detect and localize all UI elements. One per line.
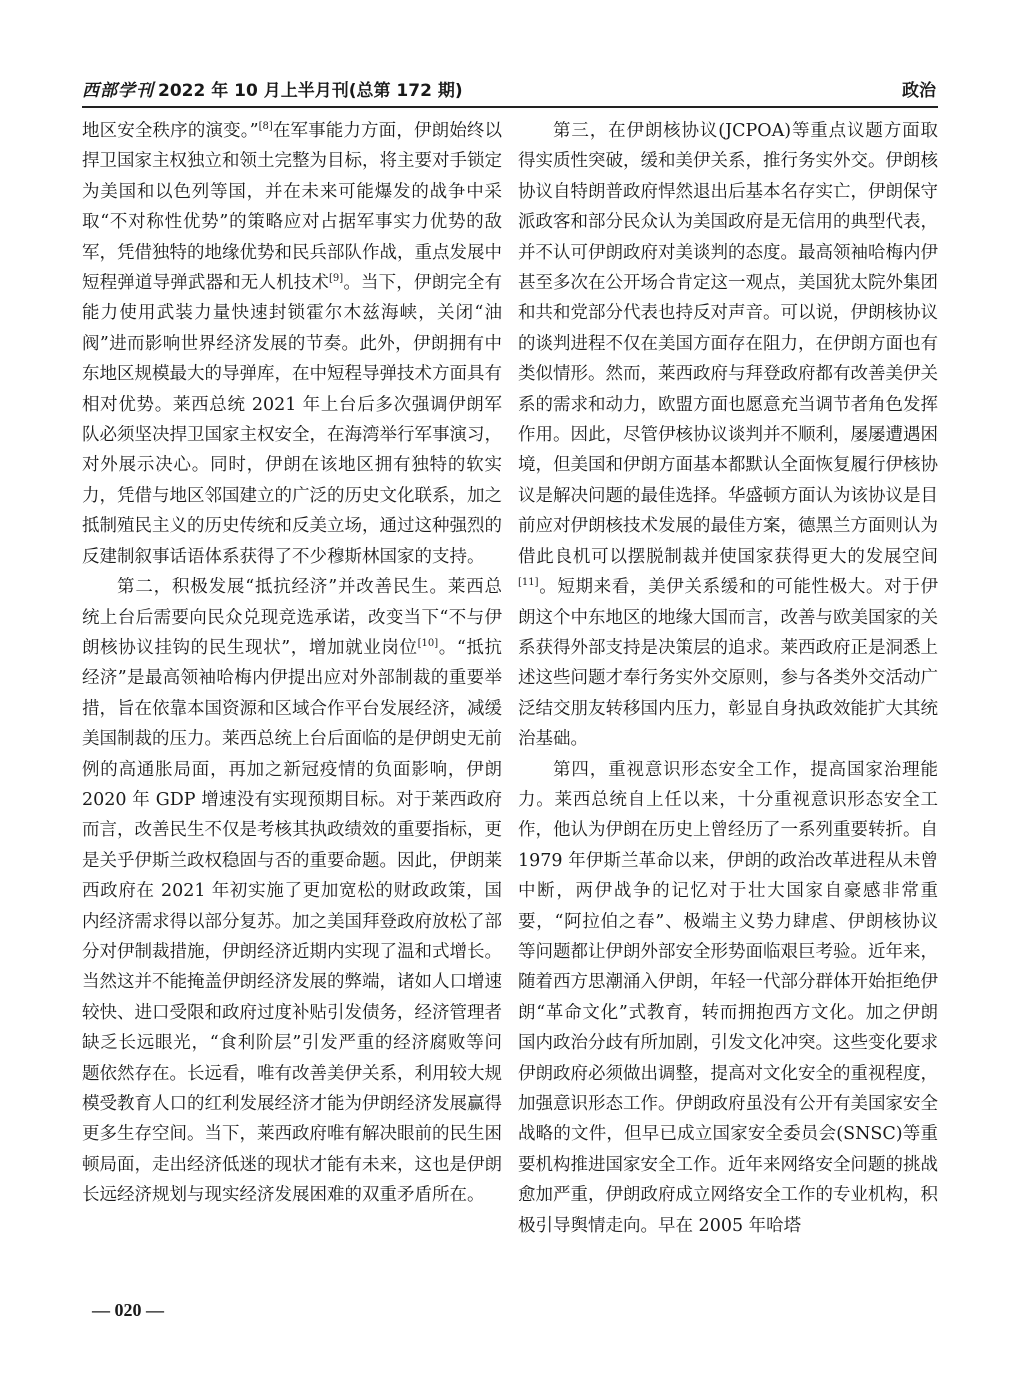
running-header (82, 70, 938, 108)
issue-info: 2022 年 10 月上半月刊(总第 172 期) (158, 81, 463, 101)
citation-ref[interactable]: [10] (417, 638, 439, 650)
citation-ref[interactable]: [8] (258, 121, 273, 133)
left-column (82, 116, 502, 1306)
paragraph: 地区安全秩序的演变。”[8]在军事能力方面，伊朗始终以捍卫国家主权独立和领土完整为目标，将主要对手锁定为美国和以色列等国，并在未来可能爆发的战争中采取“不对称性优势”的策略应对占据军事实力优势的敌军，凭借独特的地缘优势和民兵部队作战，重点发展中短程弹道导弹武器和无人机技术[9]。当下，伊朗完全有能力使用武装力量快速封锁霍尔木兹海峡，关闭“油阀”进而影响世界经济发展的节奏。此外，伊朗拥有中东地区规模最大的导弹库，在中短程导弹技术方面具有相对优势。莱西总统 2021 年上台后多次强调伊朗军队必须坚决捍卫国家主权安全，在海湾举行军事演习，对外展示决心。同时，伊朗在该地区拥有独特的软实力，凭借与地区邻国建立的广泛的历史文化联系，加之抵制殖民主义的历史传统和反美立场，通过这种强烈的反建制叙事话语体系获得了不少穆斯林国家的支持。 (82, 121, 502, 567)
citation-ref[interactable]: [9] (329, 273, 344, 285)
citation-ref[interactable]: [11] (518, 577, 539, 589)
journal-masthead: 西部学刊 (82, 81, 154, 101)
page-number: — 020 — (92, 1300, 164, 1320)
paragraph: 第三，在伊朗核协议(JCPOA)等重点议题方面取得实质性突破，缓和美伊关系，推行务实外交。伊朗核协议自特朗普政府悍然退出后基本名存实亡，伊朗保守派政客和部分民众认为美国政府是无信用的典型代表，并不认可伊朗政府对美谈判的态度。最高领袖哈梅内伊甚至多次在公开场合肯定这一观点，美国犹太院外集团和共和党部分代表也持反对声音。可以说，伊朗核协议的谈判进程不仅在美国方面存在阻力，在伊朗方面也有类似情形。然而，莱西政府与拜登政府都有改善美伊关系的需求和动力，欧盟方面也愿意充当调节者角色发挥作用。因此，尽管伊核协议谈判并不顺利，屡屡遭遇困境，但美国和伊朗方面基本都默认全面恢复履行伊核协议是解决问题的最佳选择。华盛顿方面认为该协议是目前应对伊朗核技术发展的最佳方案，德黑兰方面则认为借此良机可以摆脱制裁并使国家获得更大的发展空间[11]。短期来看，美伊关系缓和的可能性极大。对于伊朗这个中东地区的地缘大国而言，改善与欧美国家的关系获得外部支持是决策层的追求。莱西政府正是洞悉上述这些问题才奉行务实外交原则，参与各类外交活动广泛结交朋友转移国内压力，彰显自身执政效能扩大其统治基础。 (518, 121, 938, 750)
paragraph: 第二，积极发展“抵抗经济”并改善民生。莱西总统上台后需要向民众兑现竞选承诺，改变当下“不与伊朗核协议挂钩的民生现状”，增加就业岗位[10]。“抵抗经济”是最高领袖哈梅内伊提出应对外部制裁的重要举措，旨在依靠本国资源和区域合作平台发展经济，减缓美国制裁的压力。莱西总统上台后面临的是伊朗史无前例的高通胀局面，再加之新冠疫情的负面影响，伊朗 2020 年 GDP 增速没有实现预期目标。对于莱西政府而言，改善民生不仅是考核其执政绩效的重要指标，更是关乎伊斯兰政权稳固与否的重要命题。因此，伊朗莱西政府在 2021 年初实施了更加宽松的财政政策，国内经济需求得以部分复苏。加之美国拜登政府放松了部分对伊制裁措施，伊朗经济近期内实现了温和式增长。当然这并不能掩盖伊朗经济发展的弊端，诸如人口增速较快、进口受限和政府过度补贴引发债务，经济管理者缺乏长远眼光，“食利阶层”引发严重的经济腐败等问题依然存在。长远看，唯有改善美伊关系，利用较大规模受教育人口的红利发展经济才能为伊朗经济发展赢得更多生存空间。当下，莱西政府唯有解决眼前的民生困顿局面，走出经济低迷的现状才能有未来，这也是伊朗长远经济规划与现实经济发展困难的双重矛盾所在。 (82, 577, 502, 1206)
section-title: 政治 (902, 81, 936, 101)
right-column (518, 116, 938, 1306)
paragraph: 第四，重视意识形态安全工作，提高国家治理能力。莱西总统自上任以来，十分重视意识形态安全工作，他认为伊朗在历史上曾经历了一系列重要转折。自 1979 年伊斯兰革命以来，伊朗的政治改革进程从未曾中断，两伊战争的记忆对于壮大国家自豪感非常重要，“阿拉伯之春”、极端主义势力肆虐、伊朗核协议等问题都让伊朗外部安全形势面临艰巨考验。近年来，随着西方思潮涌入伊朗，年轻一代部分群体开始拒绝伊朗“革命文化”式教育，转而拥抱西方文化。加之伊朗国内政治分歧有所加剧，引发文化冲突。这些变化要求伊朗政府必须做出调整，提高对文化安全的重视程度，加强意识形态工作。伊朗政府虽没有公开有美国家安全战略的文件，但早已成立国家安全委员会(SNSC)等重要机构推进国家安全工作。近年来网络安全问题的挑战愈加严重，伊朗政府成立网络安全工作的专业机构，积极引导舆情走向。早在 2005 年哈塔 (518, 759, 938, 1236)
